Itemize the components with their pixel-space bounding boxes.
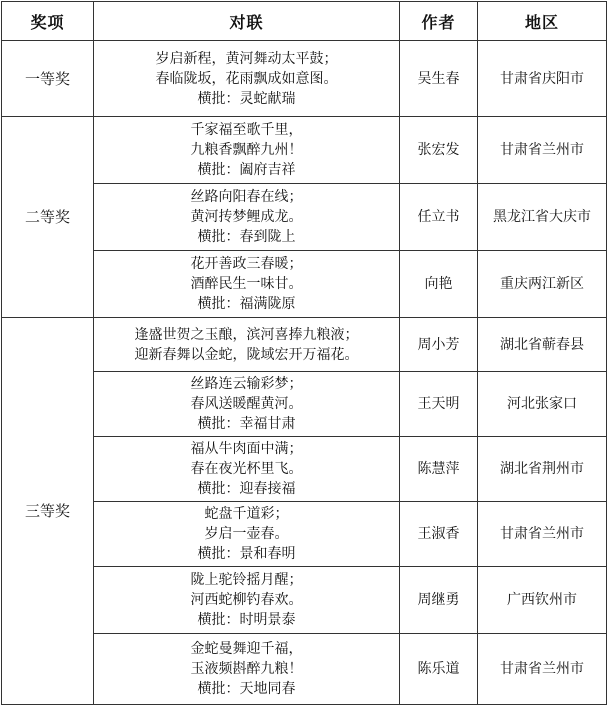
couplet-banner: 横批：迎春接福 — [197, 481, 296, 497]
couplet-cell — [94, 41, 400, 117]
author-cell: 吴生春 — [400, 41, 478, 117]
couplet-line: 金蛇曼舞迎千福， — [190, 641, 303, 657]
couplet-line: 春临陇坂，花雨飘成如意图。 — [155, 70, 338, 87]
author-cell: 王天明 — [400, 372, 478, 437]
couplet-line: 福从牛肉面中满； — [190, 441, 303, 457]
prize-cell: 一等奖 — [2, 41, 94, 117]
region-cell: 河北张家口 — [478, 372, 607, 437]
couplet-line: 九粮香飘醉九州！ — [190, 142, 303, 158]
region-cell: 甘肃省兰州市 — [478, 634, 607, 705]
couplet-line: 蛇盘千道彩； — [204, 506, 289, 522]
region-cell: 广西钦州市 — [478, 567, 607, 634]
couplet-line: 岁启一壶春。 — [204, 526, 289, 542]
author-cell: 任立书 — [400, 184, 478, 251]
couplet-line: 春在夜光杯里飞。 — [190, 461, 303, 477]
couplet-line: 岁启新程，黄河舞动太平鼓； — [155, 50, 338, 67]
prize-cell: 二等奖 — [2, 117, 94, 318]
couplet-cell — [94, 251, 400, 318]
couplet-line: 黄河抟梦鲤成龙。 — [190, 209, 303, 225]
author-cell: 陈乐道 — [400, 634, 478, 705]
table-row — [2, 117, 607, 184]
header-row — [2, 2, 607, 41]
author-cell: 张宏发 — [400, 117, 478, 184]
couplet-line: 花开善政三春暖； — [190, 256, 303, 272]
couplet-line: 迎新春舞以金蛇，陇域宏开万福花。 — [134, 346, 359, 363]
couplet-banner: 横批：春到陇上 — [197, 229, 296, 245]
couplet-line: 河西蛇柳钓春欢。 — [190, 592, 303, 608]
couplet-banner: 横批：幸福甘肃 — [197, 416, 296, 432]
award-table — [1, 1, 607, 705]
region-cell: 重庆两江新区 — [478, 251, 607, 318]
couplet-line: 酒醉民生一味甘。 — [190, 276, 303, 292]
author-cell: 周继勇 — [400, 567, 478, 634]
couplet-banner: 横批：景和春明 — [197, 546, 296, 562]
region-cell: 黑龙江省大庆市 — [478, 184, 607, 251]
couplet-banner: 横批：灵蛇献瑞 — [197, 90, 296, 107]
region-cell: 湖北省荆州市 — [478, 437, 607, 502]
author-cell: 王淑香 — [400, 502, 478, 567]
couplet-cell — [94, 184, 400, 251]
couplet-banner: 横批：阖府吉祥 — [197, 162, 296, 178]
region-cell: 甘肃省兰州市 — [478, 502, 607, 567]
couplet-line: 玉液频斟醉九粮！ — [190, 661, 303, 677]
couplet-banner: 横批：福满陇原 — [197, 296, 296, 312]
couplet-line: 春风送暖醒黄河。 — [190, 396, 303, 412]
couplet-cell — [94, 502, 400, 567]
couplet-banner: 横批：时明景泰 — [197, 612, 296, 628]
author-cell: 向艳 — [400, 251, 478, 318]
couplet-line: 丝路向阳春在线； — [190, 189, 303, 205]
table-row — [2, 318, 607, 372]
region-cell: 甘肃省兰州市 — [478, 117, 607, 184]
region-cell: 湖北省蕲春县 — [478, 318, 607, 372]
couplet-cell — [94, 318, 400, 372]
couplet-cell — [94, 567, 400, 634]
couplet-cell — [94, 437, 400, 502]
author-cell: 陈慧萍 — [400, 437, 478, 502]
couplet-cell — [94, 372, 400, 437]
header-author: 作者 — [400, 2, 478, 41]
couplet-line: 丝路连云输彩梦； — [190, 376, 303, 392]
author-cell: 周小芳 — [400, 318, 478, 372]
couplet-cell — [94, 117, 400, 184]
couplet-line: 逢盛世贺之玉酿，滨河喜捧九粮液； — [134, 326, 359, 343]
couplet-line: 陇上驼铃摇月醒； — [190, 572, 303, 588]
prize-cell: 三等奖 — [2, 318, 94, 705]
table-row — [2, 41, 607, 117]
header-prize: 奖项 — [2, 2, 94, 41]
header-region: 地区 — [478, 2, 607, 41]
couplet-banner: 横批：天地同春 — [197, 681, 296, 697]
couplet-cell — [94, 634, 400, 705]
couplet-line: 千家福至歌千里， — [190, 122, 303, 138]
region-cell: 甘肃省庆阳市 — [478, 41, 607, 117]
header-couplet: 对联 — [94, 2, 400, 41]
